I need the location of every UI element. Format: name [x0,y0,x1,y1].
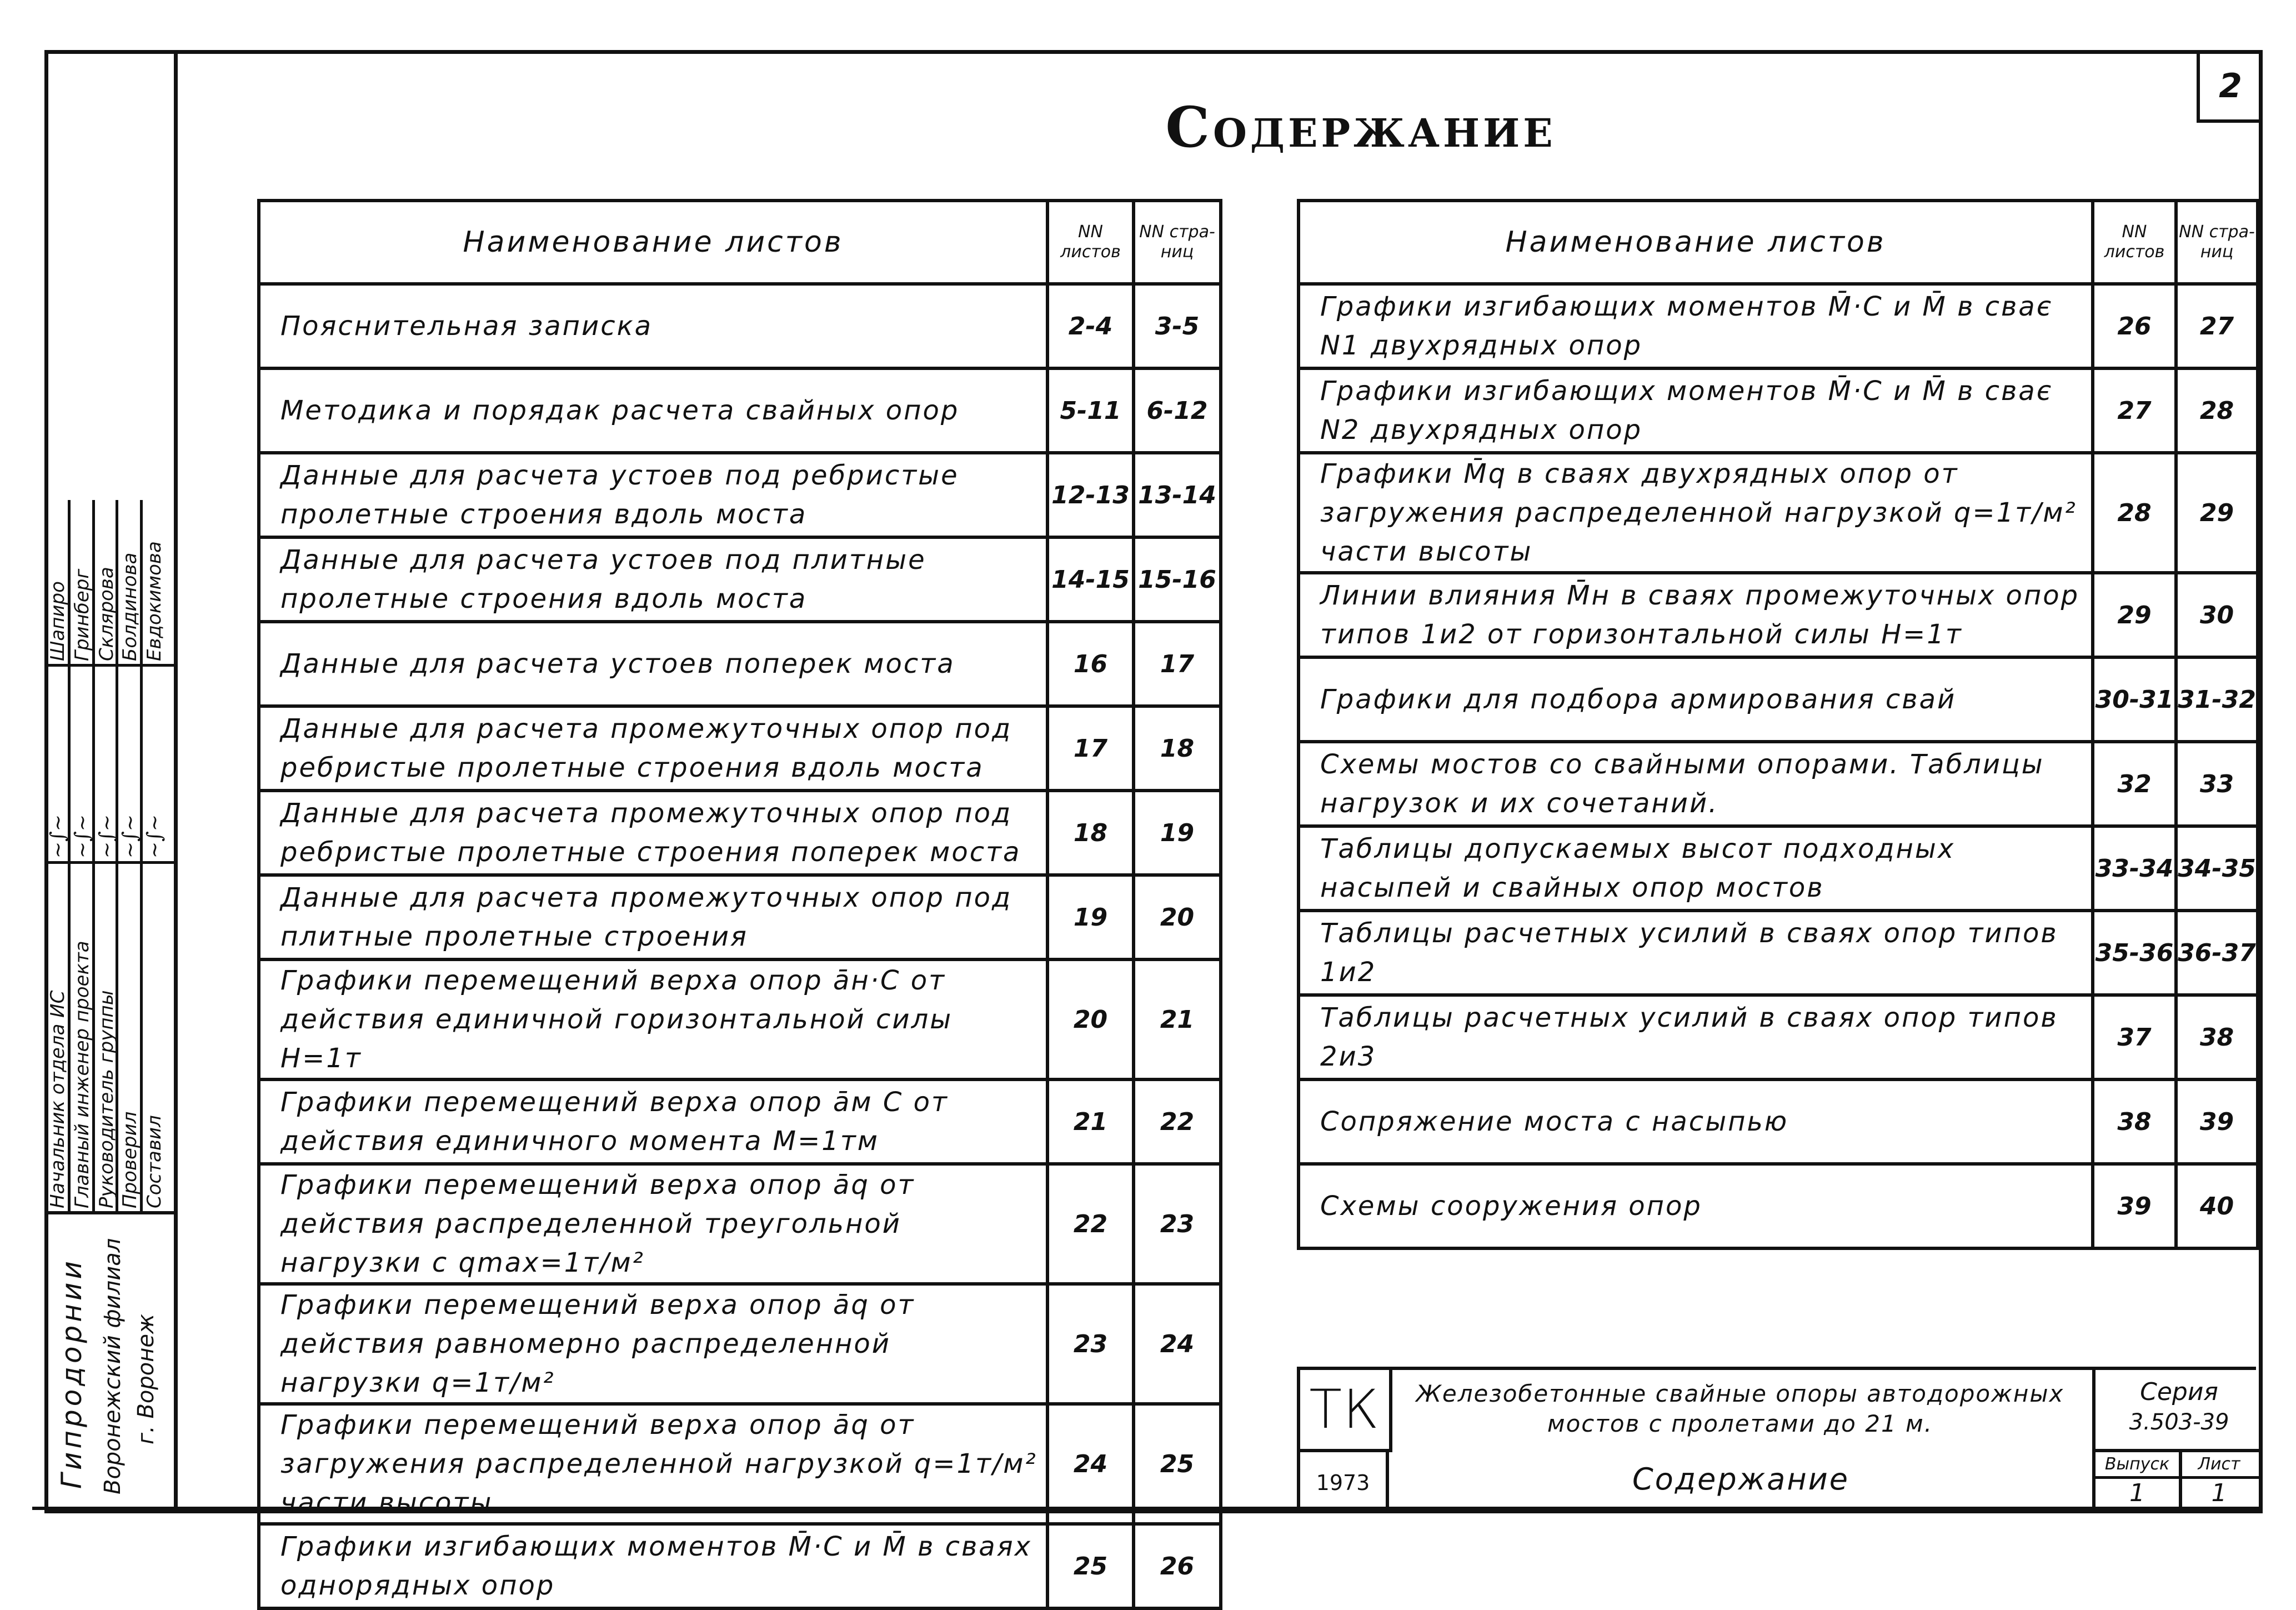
row-sheets: 27 [2093,368,2176,453]
page-number: 2 [2219,67,2242,106]
row-name: Графики перемещений верха опор āн·С от действия единичной горизонтальной силы Н=1т [259,959,1047,1079]
row-name: Графики перемещений верха опор āq от действия распределенной треугольной нагрузки с qmax=1т/м² [259,1164,1047,1284]
table-row [259,1079,1221,1164]
contents-table-right [1297,199,2259,1250]
row-pages: 19 [1134,791,1221,875]
row-sheets: 16 [1047,622,1134,706]
title-block-description: Железобетонные свайные опоры автодорожных мостов с пролетами до 21 м. [1416,1380,2064,1437]
row-pages: 29 [2176,453,2258,573]
table-row [259,284,1221,368]
table-row [259,706,1221,791]
stamp-role: Главный инженер проекта [71,941,93,1208]
title-block-sheet-cell [2179,1452,2259,1513]
header-name: Наименование листов [259,201,1047,284]
issue-label: Выпуск [2096,1452,2179,1479]
header-sheets: NN листов [2093,201,2176,284]
stamp-signature: ~∫~ [47,814,69,858]
row-name: Графики для подбора армирования свай [1299,657,2093,742]
table-row [259,1284,1221,1404]
stamp-branch: Воронежский филиал [100,1238,126,1494]
row-sheets: 39 [2093,1164,2176,1248]
row-name: Таблицы расчетных усилий в сваях опор типов 2и3 [1299,995,2093,1079]
table-row [1299,573,2258,657]
row-sheets: 37 [2093,995,2176,1079]
row-sheets: 19 [1047,875,1134,959]
title-block-year: 1973 [1316,1470,1370,1495]
row-pages: 36-37 [2176,911,2258,995]
table-row [259,791,1221,875]
row-sheets: 5-11 [1047,368,1134,453]
stamp-signature: ~∫~ [143,814,166,858]
row-pages: 34-35 [2176,826,2258,911]
table-row [259,453,1221,537]
contents-table-left [257,199,1222,1610]
stamp-person: Евдокимова [143,541,166,661]
stamp-signature: ~∫~ [71,814,94,858]
row-pages: 15-16 [1134,537,1221,622]
table-row [1299,1079,2258,1164]
stamp-signature: ~∫~ [96,814,118,858]
stamp-organization: Гипродорнии [56,1258,88,1489]
row-name: Данные для расчета промежуточных опор под ребристые пролетные строения вдоль моста [259,706,1047,791]
row-name: Таблицы расчетных усилий в сваях опор типов 1и2 [1299,911,2093,995]
table-row [1299,1164,2258,1248]
row-pages: 21 [1134,959,1221,1079]
left-frame-divider [174,50,178,1513]
row-pages: 13-14 [1134,453,1221,537]
row-pages: 26 [1134,1524,1221,1608]
row-pages: 28 [2176,368,2258,453]
row-sheets: 26 [2093,284,2176,368]
row-sheets: 23 [1047,1284,1134,1404]
stamp-role: Проверил [119,1111,141,1208]
row-sheets: 33-34 [2093,826,2176,911]
stamp-row-line-2 [44,664,174,667]
row-sheets: 20 [1047,959,1134,1079]
row-sheets: 24 [1047,1404,1134,1524]
row-name: Линии влияния M̄н в сваях промежуточных опор типов 1и2 от горизонтальной силы Н=1т [1299,573,2093,657]
row-name: Графики перемещений верха опор āq от действия равномерно распределенной нагрузки q=1т/м² [259,1284,1047,1404]
table-row [1299,911,2258,995]
stamp-person: Гринберг [71,568,93,661]
row-sheets: 22 [1047,1164,1134,1284]
stamp-role: Руководитель группы [96,990,118,1208]
row-pages: 27 [2176,284,2258,368]
row-name: Данные для расчета промежуточных опор под ребристые пролетные строения поперек моста [259,791,1047,875]
page-number-box [2197,53,2261,123]
table-row [1299,742,2258,826]
row-pages: 6-12 [1134,368,1221,453]
row-sheets: 12-13 [1047,453,1134,537]
page-title: Содержание [1165,94,1556,160]
row-sheets: 21 [1047,1079,1134,1164]
table-row [259,368,1221,453]
row-sheets: 38 [2093,1079,2176,1164]
table-row [259,1164,1221,1284]
row-sheets: 18 [1047,791,1134,875]
row-name: Графики M̄q в сваях двухрядных опор от загружения распределенной нагрузкой q=1т/м² части высоты [1299,453,2093,573]
table-header-row [1299,201,2258,284]
issue-value: 1 [2129,1479,2145,1507]
row-sheets: 2-4 [1047,284,1134,368]
title-block-series-cell [2092,1370,2263,1452]
row-pages: 33 [2176,742,2258,826]
row-name: Графики изгибающих моментов M̄·С и M̄ в сває N1 двухрядных опор [1299,284,2093,368]
row-name: Данные для расчета устоев под плитные пролетные строения вдоль моста [259,537,1047,622]
table-row [1299,284,2258,368]
table-row [1299,453,2258,573]
row-name: Сопряжение моста с насыпью [1299,1079,2093,1164]
row-name: Графики перемещений верха опор āq от загружения распределенной нагрузкой q=1т/м² части высоты [259,1404,1047,1524]
row-name: Графики изгибающих моментов M̄·С и M̄ в сває N2 двухрядных опор [1299,368,2093,453]
stamp-city: г. Воронеж [133,1313,159,1444]
row-pages: 22 [1134,1079,1221,1164]
row-sheets: 32 [2093,742,2176,826]
row-sheets: 25 [1047,1524,1134,1608]
row-name: Графики изгибающих моментов M̄·С и M̄ в сваях однорядных опор [259,1524,1047,1608]
title-block-sheet-title: Содержание [1632,1462,1849,1497]
row-sheets: 35-36 [2093,911,2176,995]
series-label: Серия [2140,1378,2218,1406]
side-stamp [44,500,174,1506]
stamp-signature: ~∫~ [119,814,142,858]
header-pages: NN стра- ниц [2176,201,2258,284]
title-block-issue-cell [2092,1452,2182,1513]
row-pages: 3-5 [1134,284,1221,368]
table-row [259,537,1221,622]
table-row [259,622,1221,706]
series-value: 3.503-39 [2129,1409,2229,1435]
row-sheets: 30-31 [2093,657,2176,742]
header-pages: NN стра- ниц [1134,201,1221,284]
row-name: Графики перемещений верха опор āм С от действия единичного момента М=1тм [259,1079,1047,1164]
table-row [259,1524,1221,1608]
table-row [1299,995,2258,1079]
title-block-mark: ТК [1309,1378,1380,1441]
table-row [259,1404,1221,1524]
row-pages: 23 [1134,1164,1221,1284]
header-sheets: NN листов [1047,201,1134,284]
table-row [1299,368,2258,453]
title-block-mark-cell [1300,1370,1392,1452]
row-pages: 25 [1134,1404,1221,1524]
row-sheets: 17 [1047,706,1134,791]
row-sheets: 28 [2093,453,2176,573]
row-name: Таблицы допускаемых высот подходных насыпей и свайных опор мостов [1299,826,2093,911]
stamp-person: Болдинова [119,552,141,661]
row-pages: 31-32 [2176,657,2258,742]
row-name: Данные для расчета устоев поперек моста [259,622,1047,706]
stamp-person: Склярова [96,567,118,661]
row-name: Данные для расчета устоев под ребристые пролетные строения вдоль моста [259,453,1047,537]
row-name: Данные для расчета промежуточных опор под плитные пролетные строения [259,875,1047,959]
row-pages: 39 [2176,1079,2258,1164]
stamp-divider-1 [44,1211,174,1214]
table-row [259,959,1221,1079]
table-header-row [259,201,1221,284]
stamp-row-line-1 [44,861,174,864]
sheet-value: 1 [2211,1479,2227,1507]
row-name: Схемы сооружения опор [1299,1164,2093,1248]
row-name: Схемы мостов со свайными опорами. Таблицы нагрузок и их сочетаний. [1299,742,2093,826]
row-pages: 20 [1134,875,1221,959]
table-row [259,875,1221,959]
row-pages: 17 [1134,622,1221,706]
table-row [1299,826,2258,911]
row-pages: 24 [1134,1284,1221,1404]
row-name: Методика и порядак расчета свайных опор [259,368,1047,453]
stamp-role: Составил [143,1115,166,1208]
row-pages: 40 [2176,1164,2258,1248]
sheet-label: Лист [2179,1452,2259,1479]
row-pages: 30 [2176,573,2258,657]
stamp-role: Начальник отдела ИС [47,990,69,1208]
title-block-year-cell [1300,1452,1389,1513]
row-pages: 18 [1134,706,1221,791]
header-name: Наименование листов [1299,201,2093,284]
title-block [1297,1367,2256,1509]
row-name: Пояснительная записка [259,284,1047,368]
row-pages: 38 [2176,995,2258,1079]
row-sheets: 14-15 [1047,537,1134,622]
row-sheets: 29 [2093,573,2176,657]
table-row [1299,657,2258,742]
stamp-person: Шапиро [47,581,69,661]
